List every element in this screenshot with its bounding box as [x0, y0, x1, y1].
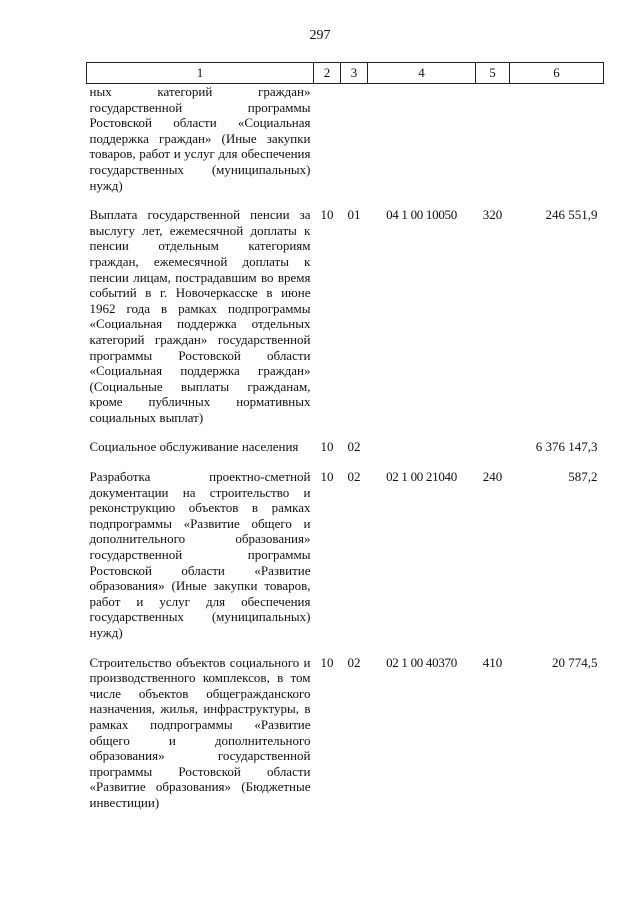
row-description: Социальное обслуживание населения: [89, 439, 299, 455]
row-subsection: 01: [347, 207, 361, 223]
row-section: 10: [320, 439, 334, 455]
row-section: 10: [320, 654, 334, 670]
row-subsection: 02: [347, 469, 361, 485]
table-row: [87, 193, 604, 425]
row-target-code: 02 1 00 40370: [386, 654, 457, 670]
row-target-code: [368, 425, 476, 455]
row-amount: 6 376 147,3: [535, 439, 598, 455]
row-subsection: 02: [347, 439, 361, 455]
row-expense-type: 240: [482, 469, 503, 485]
row-description: Разработка проектно-сметной документации на строительство и реконструкцию объектов в рамках подпрограммы «Развитие общего и дополнительного образования» государственной программы Ростовской области «Развитие образования» (Иные закупки товаров, работ и услуг для обеспечения государственных (муниципальных) нужд): [89, 469, 311, 640]
table-body: [87, 84, 604, 811]
table-header: [87, 63, 604, 84]
table-row: [87, 641, 604, 811]
row-target-code: [368, 84, 476, 194]
row-expense-type: 410: [482, 654, 503, 670]
column-header-1: 1: [87, 63, 314, 84]
row-description: Выплата государственной пенсии за выслугу лет, ежемесячной доплаты к пенсии отдельным категориям граждан, ежемесячной доплаты к пенсии лицам, пострадавшим во время событий в г. Новочеркасске в июне 1962 года в рамках подпрограммы «Социальная поддержка отдельных категорий граждан» государственной программы Ростовской области «Социальная поддержка граждан» (Социальные выплаты гражданам, кроме публичных нормативных социальных выплат): [89, 207, 311, 425]
row-section: [314, 84, 341, 194]
column-header-4: 4: [368, 63, 476, 84]
column-header-2: 2: [314, 63, 341, 84]
column-header-3: 3: [341, 63, 368, 84]
row-section: 10: [320, 207, 334, 223]
header-row: [87, 63, 604, 84]
row-description: Строительство объектов социального и производственного комплексов, в том числе объектов общегражданского назначения, жилья, инфраструктуры, в рамках подпрограммы «Развитие общего и дополнительного образования» государственной программы Ростовской области «Развитие образования» (Бюджетные инвестиции): [89, 654, 311, 810]
row-subsection: [341, 84, 368, 194]
row-amount: [510, 84, 604, 194]
row-amount: 587,2: [568, 469, 598, 485]
row-section: 10: [320, 469, 334, 485]
table-row: [87, 84, 604, 194]
table-row: [87, 455, 604, 641]
row-amount: 20 774,5: [552, 654, 598, 670]
page-number: 297: [309, 28, 331, 43]
column-header-5: 5: [476, 63, 510, 84]
budget-table: [86, 62, 604, 811]
row-expense-type: [476, 425, 510, 455]
table-row: [87, 425, 604, 455]
row-description: ных категорий граждан» государственной программы Ростовской области «Социальная поддержка граждан» (Иные закупки товаров, работ и услуг для обеспечения государственных (муниципальных) нужд): [89, 84, 311, 193]
row-expense-type: [476, 84, 510, 194]
row-target-code: 02 1 00 21040: [386, 469, 457, 485]
column-header-6: 6: [510, 63, 604, 84]
row-subsection: 02: [347, 654, 361, 670]
row-expense-type: 320: [482, 207, 503, 223]
row-amount: 246 551,9: [545, 207, 598, 223]
row-target-code: 04 1 00 10050: [386, 207, 457, 223]
